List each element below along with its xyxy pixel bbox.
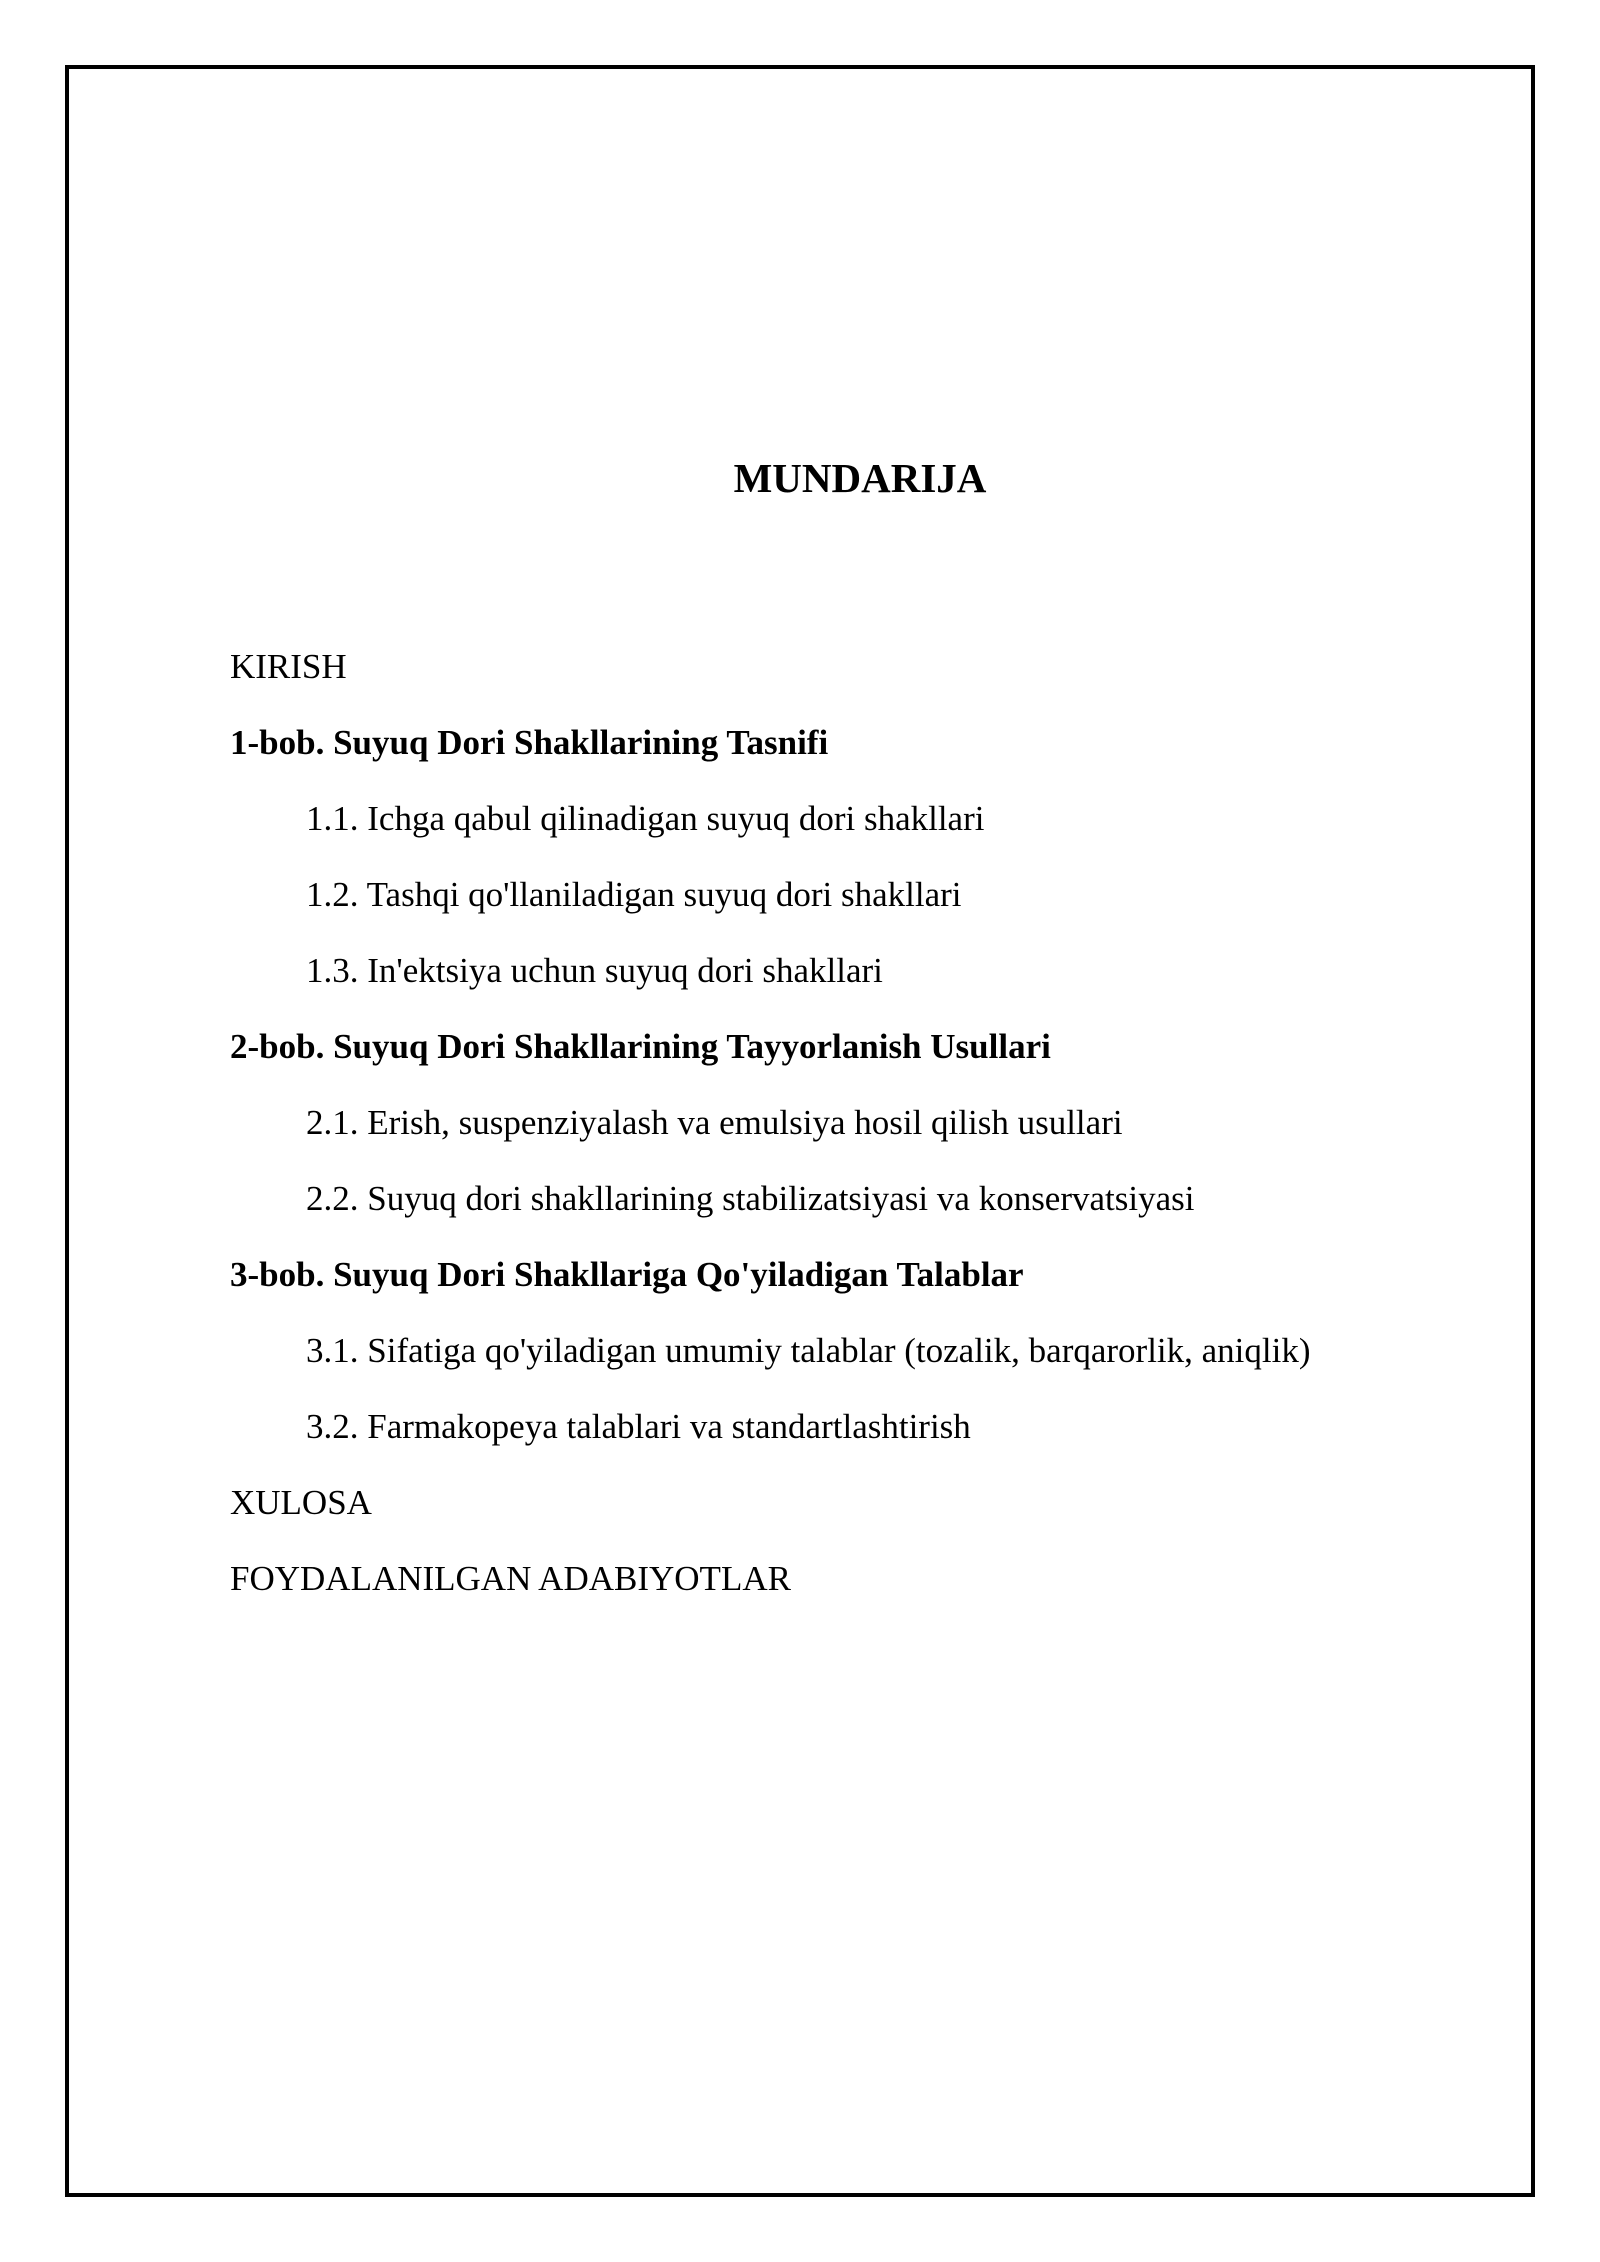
toc-entry-intro: KIRISH [230,647,347,686]
toc-section-2-2: 2.2. Suyuq dori shakllarining stabilizatsiyasi va konservatsiyasi [306,1179,1195,1218]
toc-chapter-1: 1-bob. Suyuq Dori Shakllarining Tasnifi [230,723,829,762]
toc-section-3-2: 3.2. Farmakopeya talablari va standartlashtirish [306,1407,971,1446]
toc-entry-conclusion: XULOSA [230,1483,372,1522]
toc-entry-references: FOYDALANILGAN ADABIYOTLAR [230,1559,791,1598]
toc-section-2-1: 2.1. Erish, suspenziyalash va emulsiya hosil qilish usullari [306,1103,1123,1142]
table-of-contents [230,643,1490,1631]
toc-section-3-1: 3.1. Sifatiga qo'yiladigan umumiy talablar (tozalik, barqarorlik, aniqlik) [306,1331,1311,1370]
page-title: MUNDARIJA [733,455,987,501]
toc-chapter-2: 2-bob. Suyuq Dori Shakllarining Tayyorlanish Usullari [230,1027,1051,1066]
toc-chapter-3: 3-bob. Suyuq Dori Shakllariga Qo'yiladigan Talablar [230,1255,1024,1294]
toc-section-1-1: 1.1. Ichga qabul qilinadigan suyuq dori shakllari [306,799,985,838]
toc-section-1-2: 1.2. Tashqi qo'llaniladigan suyuq dori shakllari [306,875,962,914]
toc-section-1-3: 1.3. In'ektsiya uchun suyuq dori shakllari [306,951,883,990]
